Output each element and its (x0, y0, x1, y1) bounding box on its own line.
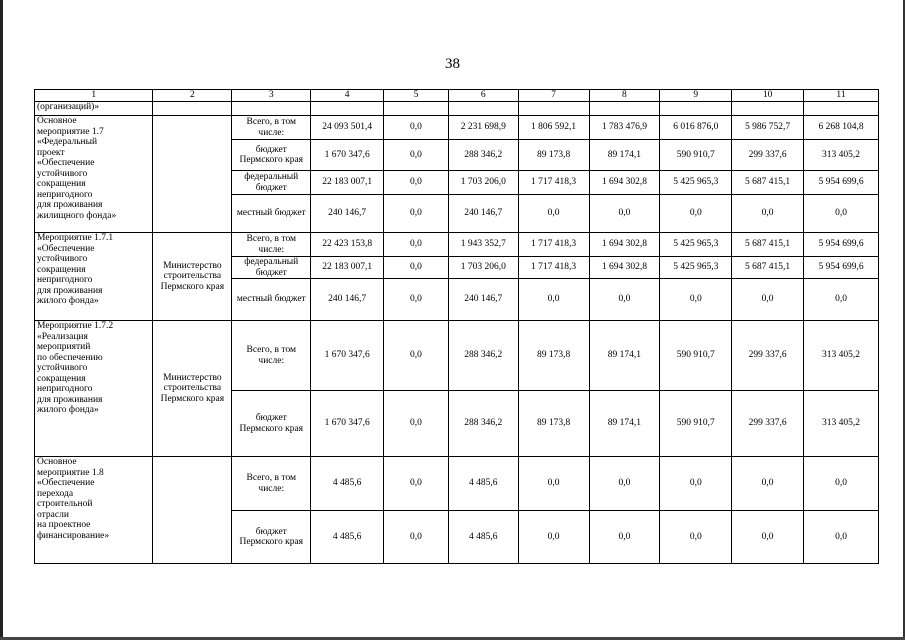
executor-name: Министерство строительства Пермского края (160, 260, 225, 292)
funding-source-cell: федеральный бюджет (232, 171, 311, 195)
amount-cell: 5 425 965,3 (660, 233, 732, 257)
measure-name: Основное мероприятие 1.7 «Федеральный проект «Обеспечение устойчивого сокращения непригодного для проживания жилищного фонда» (37, 116, 117, 221)
budget-table (34, 89, 879, 564)
amount-cell: 1 783 476,9 (589, 116, 660, 140)
amount-cell: 0,0 (518, 279, 589, 321)
amount-cell: 1 717 418,3 (518, 171, 589, 195)
measure-name-cell (35, 457, 153, 564)
amount-cell: 0,0 (384, 321, 449, 391)
executor-cell (153, 233, 232, 321)
empty-cell (518, 102, 589, 116)
amount-cell: 313 405,2 (804, 140, 879, 171)
empty-cell (589, 102, 660, 116)
continuation-row (35, 102, 879, 116)
amount-cell: 89 173,8 (518, 321, 589, 391)
executor-name: Министерство строительства Пермского края (160, 372, 225, 404)
header-row (35, 90, 879, 102)
continuation-cell: (организаций)» (35, 102, 153, 116)
amount-cell: 0,0 (384, 257, 449, 279)
amount-cell: 1 717 418,3 (518, 233, 589, 257)
measure-name: Основное мероприятие 1.8 «Обеспечение перехода строительной отрасли на проектное финансирование» (37, 457, 110, 541)
amount-cell: 0,0 (589, 195, 660, 233)
amount-cell: 590 910,7 (660, 140, 732, 171)
amount-cell: 288 346,2 (448, 321, 518, 391)
amount-cell: 0,0 (660, 511, 732, 564)
amount-cell: 0,0 (660, 457, 732, 511)
amount-cell: 22 423 153,8 (311, 233, 384, 257)
amount-cell: 0,0 (384, 116, 449, 140)
funding-source-cell: Всего, в том числе: (232, 321, 311, 391)
empty-cell (732, 102, 804, 116)
amount-cell: 0,0 (384, 140, 449, 171)
amount-cell: 0,0 (384, 391, 449, 457)
funding-source-cell: Всего, в том числе: (232, 233, 311, 257)
amount-cell: 0,0 (804, 511, 879, 564)
column-number-6: 6 (448, 90, 518, 102)
empty-cell (804, 102, 879, 116)
amount-cell: 0,0 (732, 195, 804, 233)
amount-cell: 0,0 (384, 511, 449, 564)
amount-cell: 0,0 (518, 511, 589, 564)
amount-cell: 5 954 699,6 (804, 171, 879, 195)
table-row (35, 457, 879, 511)
column-number-2: 2 (153, 90, 232, 102)
amount-cell: 4 485,6 (311, 511, 384, 564)
amount-cell: 4 485,6 (311, 457, 384, 511)
amount-cell: 4 485,6 (448, 511, 518, 564)
column-number-8: 8 (589, 90, 660, 102)
amount-cell: 1 943 352,7 (448, 233, 518, 257)
column-number-9: 9 (660, 90, 732, 102)
amount-cell: 4 485,6 (448, 457, 518, 511)
empty-cell (232, 102, 311, 116)
amount-cell: 2 231 698,9 (448, 116, 518, 140)
column-number-3: 3 (232, 90, 311, 102)
amount-cell: 0,0 (384, 233, 449, 257)
table-row (35, 321, 879, 391)
funding-source-cell: Всего, в том числе: (232, 116, 311, 140)
amount-cell: 0,0 (384, 457, 449, 511)
amount-cell: 6 268 104,8 (804, 116, 879, 140)
empty-cell (448, 102, 518, 116)
amount-cell: 5 986 752,7 (732, 116, 804, 140)
amount-cell: 5 687 415,1 (732, 233, 804, 257)
amount-cell: 89 173,8 (518, 391, 589, 457)
empty-cell (153, 102, 232, 116)
amount-cell: 0,0 (804, 279, 879, 321)
amount-cell: 0,0 (732, 511, 804, 564)
scan-border-left (0, 0, 3, 640)
empty-cell (311, 102, 384, 116)
amount-cell: 0,0 (660, 195, 732, 233)
amount-cell: 1 694 302,8 (589, 233, 660, 257)
amount-cell: 313 405,2 (804, 391, 879, 457)
table-row (35, 233, 879, 257)
amount-cell: 288 346,2 (448, 140, 518, 171)
amount-cell: 89 174,1 (589, 391, 660, 457)
table-row (35, 116, 879, 140)
amount-cell: 22 183 007,1 (311, 171, 384, 195)
amount-cell: 0,0 (804, 195, 879, 233)
column-number-4: 4 (311, 90, 384, 102)
amount-cell: 240 146,7 (311, 279, 384, 321)
amount-cell: 0,0 (384, 171, 449, 195)
amount-cell: 0,0 (589, 279, 660, 321)
funding-source-cell: бюджет Пермского края (232, 391, 311, 457)
amount-cell: 22 183 007,1 (311, 257, 384, 279)
column-number-11: 11 (804, 90, 879, 102)
measure-name-cell (35, 321, 153, 457)
empty-cell (384, 102, 449, 116)
amount-cell: 89 174,1 (589, 321, 660, 391)
amount-cell: 590 910,7 (660, 321, 732, 391)
funding-source-cell: бюджет Пермского края (232, 511, 311, 564)
measure-name-cell (35, 233, 153, 321)
amount-cell: 0,0 (518, 195, 589, 233)
amount-cell: 0,0 (804, 457, 879, 511)
amount-cell: 1 670 347,6 (311, 391, 384, 457)
amount-cell: 313 405,2 (804, 321, 879, 391)
amount-cell: 240 146,7 (311, 195, 384, 233)
amount-cell: 5 954 699,6 (804, 233, 879, 257)
amount-cell: 1 717 418,3 (518, 257, 589, 279)
funding-source-cell: Всего, в том числе: (232, 457, 311, 511)
amount-cell: 0,0 (732, 279, 804, 321)
measure-name: Мероприятие 1.7.1 «Обеспечение устойчивого сокращения непригодного для проживания жилого фонда» (37, 233, 114, 306)
amount-cell: 89 173,8 (518, 140, 589, 171)
amount-cell: 1 694 302,8 (589, 257, 660, 279)
amount-cell: 1 703 206,0 (448, 257, 518, 279)
amount-cell: 0,0 (518, 457, 589, 511)
funding-source-cell: местный бюджет (232, 279, 311, 321)
amount-cell: 5 425 965,3 (660, 257, 732, 279)
amount-cell: 6 016 876,0 (660, 116, 732, 140)
amount-cell: 0,0 (384, 195, 449, 233)
amount-cell: 1 694 302,8 (589, 171, 660, 195)
amount-cell: 5 425 965,3 (660, 171, 732, 195)
amount-cell: 5 687 415,1 (732, 171, 804, 195)
amount-cell: 0,0 (732, 457, 804, 511)
empty-cell (660, 102, 732, 116)
amount-cell: 89 174,1 (589, 140, 660, 171)
funding-source-cell: местный бюджет (232, 195, 311, 233)
amount-cell: 240 146,7 (448, 195, 518, 233)
column-number-10: 10 (732, 90, 804, 102)
executor-cell (153, 321, 232, 457)
funding-source-cell: бюджет Пермского края (232, 140, 311, 171)
executor-cell (153, 116, 232, 233)
column-number-5: 5 (384, 90, 449, 102)
amount-cell: 299 337,6 (732, 140, 804, 171)
column-number-1: 1 (35, 90, 153, 102)
amount-cell: 24 093 501,4 (311, 116, 384, 140)
funding-source-cell: федеральный бюджет (232, 257, 311, 279)
column-number-7: 7 (518, 90, 589, 102)
amount-cell: 0,0 (660, 279, 732, 321)
amount-cell: 288 346,2 (448, 391, 518, 457)
amount-cell: 0,0 (589, 511, 660, 564)
amount-cell: 299 337,6 (732, 321, 804, 391)
amount-cell: 1 806 592,1 (518, 116, 589, 140)
amount-cell: 0,0 (589, 457, 660, 511)
amount-cell: 1 670 347,6 (311, 140, 384, 171)
page-number: 38 (445, 56, 460, 72)
amount-cell: 5 687 415,1 (732, 257, 804, 279)
measure-name-cell (35, 116, 153, 233)
amount-cell: 590 910,7 (660, 391, 732, 457)
amount-cell: 299 337,6 (732, 391, 804, 457)
amount-cell: 0,0 (384, 279, 449, 321)
table-body (35, 90, 879, 564)
amount-cell: 5 954 699,6 (804, 257, 879, 279)
executor-cell (153, 457, 232, 564)
amount-cell: 1 670 347,6 (311, 321, 384, 391)
amount-cell: 240 146,7 (448, 279, 518, 321)
amount-cell: 1 703 206,0 (448, 171, 518, 195)
measure-name: Мероприятие 1.7.2 «Реализация мероприятий по обеспечению устойчивого сокращения непригодного для проживания жилого фонда» (37, 321, 114, 415)
